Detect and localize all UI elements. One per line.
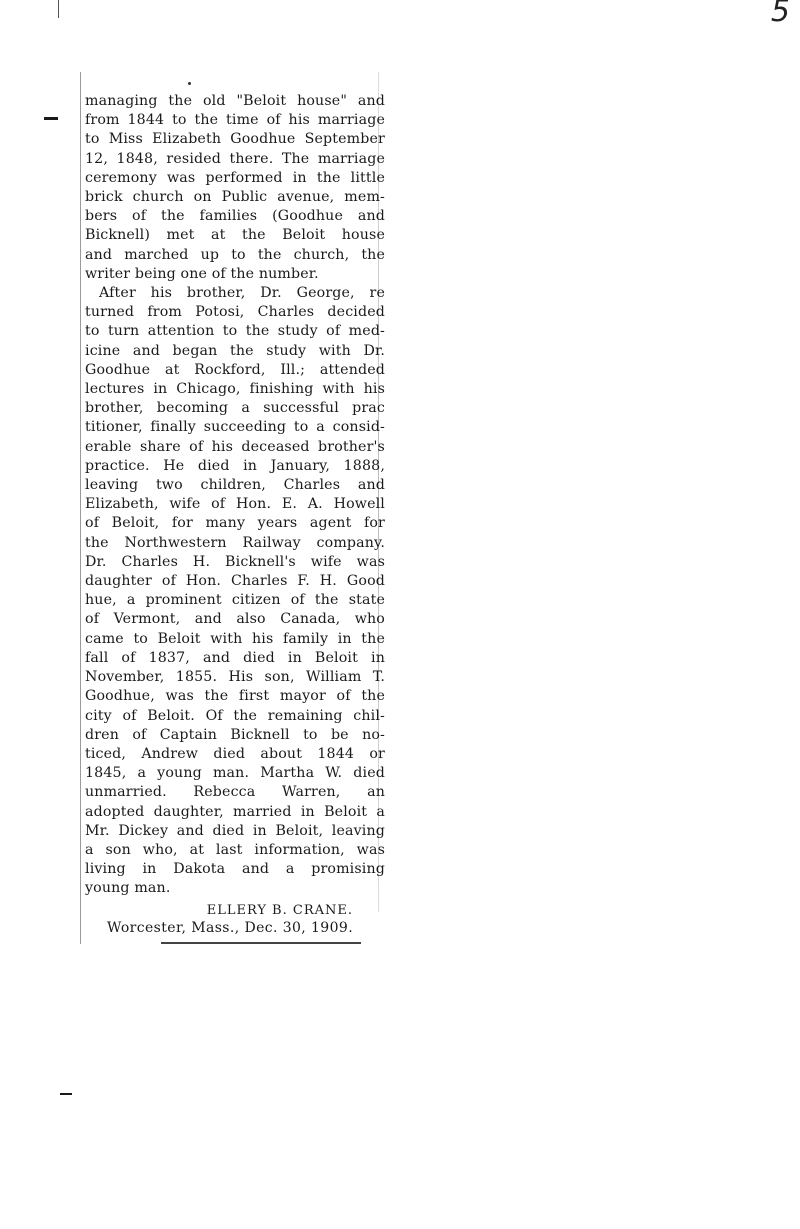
text-line: dren of Captain Bicknell to be no-	[85, 726, 385, 743]
clipping-edge	[80, 72, 81, 92]
text-line: from 1844 to the time of his marriage	[85, 112, 385, 129]
text-line: of Vermont, and also Canada, who	[85, 611, 385, 628]
scan-edge-mark	[58, 0, 59, 18]
text-line: hue, a prominent citizen of the state	[85, 592, 385, 609]
text-line: icine and began the study with Dr.	[85, 342, 385, 359]
text-line: and marched up to the church, the	[85, 246, 385, 263]
text-line: November, 1855. His son, William T.	[85, 669, 385, 686]
margin-mark	[60, 1093, 72, 1095]
text-line: turned from Potosi, Charles decided	[85, 304, 385, 321]
text-line: brick church on Public avenue, mem-	[85, 189, 385, 206]
text-line: brother, becoming a successful prac	[85, 400, 385, 417]
text-line: After his brother, Dr. George, re	[99, 285, 385, 302]
text-line: erable share of his deceased brother's	[85, 438, 385, 455]
text-line: writer being one of the number.	[85, 265, 319, 282]
text-line: city of Beloit. Of the remaining chil-	[85, 707, 385, 724]
dateline: Worcester, Mass., Dec. 30, 1909.	[107, 919, 354, 936]
text-line: ticed, Andrew died about 1844 or	[85, 745, 385, 762]
article-body	[85, 92, 385, 899]
text-line: practice. He died in January, 1888,	[85, 457, 385, 474]
text-line: managing the old "Beloit house" and	[85, 93, 385, 109]
text-line: lectures in Chicago, finishing with his	[85, 381, 385, 398]
margin-mark	[44, 117, 58, 120]
text-line: Goodhue, was the first mayor of the	[85, 688, 385, 705]
text-line: young man.	[85, 880, 171, 897]
clipping-bottom-edge	[161, 942, 361, 944]
text-line: 1845, a young man. Martha W. died	[85, 765, 385, 782]
text-line: the Northwestern Railway company.	[85, 534, 385, 551]
text-line: titioner, finally succeeding to a consid-	[85, 419, 385, 436]
text-line: Dr. Charles H. Bicknell's wife was	[85, 553, 385, 570]
text-line: to Miss Elizabeth Goodhue September	[85, 131, 385, 148]
text-line: Mr. Dickey and died in Beloit, leaving	[85, 822, 385, 839]
ink-speck	[188, 82, 191, 85]
text-line: to turn attention to the study of med-	[85, 323, 385, 340]
newspaper-clipping	[80, 92, 385, 944]
text-line: Elizabeth, wife of Hon. E. A. Howell	[85, 496, 385, 513]
text-line: Bicknell) met at the Beloit house	[85, 227, 385, 244]
text-line: living in Dakota and a promising	[85, 861, 385, 878]
text-line: 12, 1848, resided there. The marriage	[85, 150, 385, 167]
text-line: daughter of Hon. Charles F. H. Good	[85, 573, 385, 590]
text-line: unmarried. Rebecca Warren, an	[85, 784, 385, 801]
text-line: of Beloit, for many years agent for	[85, 515, 385, 532]
text-line: a son who, at last information, was	[85, 841, 385, 858]
text-line: fall of 1837, and died in Beloit in	[85, 649, 385, 666]
text-line: came to Beloit with his family in the	[85, 630, 385, 647]
text-line: Goodhue at Rockford, Ill.; attended	[85, 361, 385, 378]
text-line: leaving two children, Charles and	[85, 477, 385, 494]
page-number: 5	[770, 0, 790, 29]
text-line: ceremony was performed in the little	[85, 169, 385, 186]
text-line: adopted daughter, married in Beloit a	[85, 803, 385, 820]
text-line: bers of the families (Goodhue and	[85, 208, 385, 225]
author-signature: ELLERY B. CRANE.	[206, 902, 353, 918]
